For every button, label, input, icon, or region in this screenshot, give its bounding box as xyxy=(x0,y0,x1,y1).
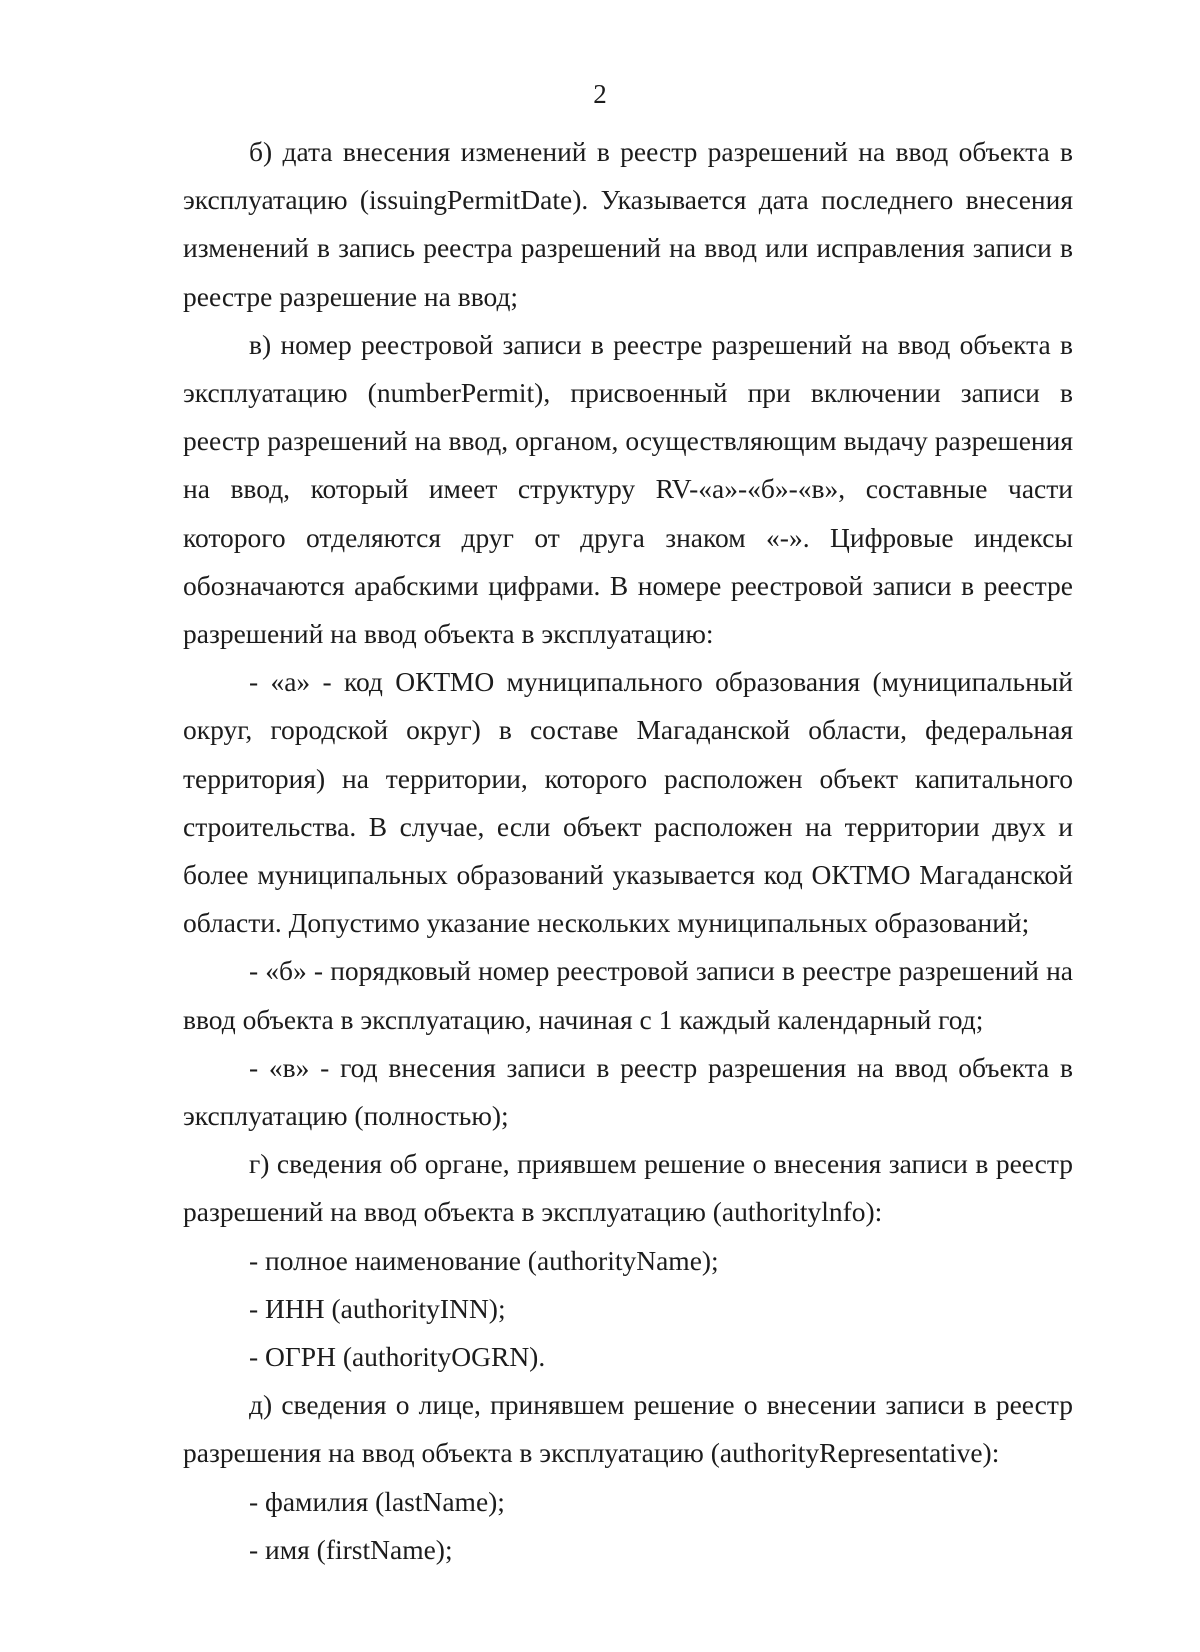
paragraph-d-authority-representative: д) сведения о лице, принявшем решение о внесении записи в реестр разрешения на ввод объекта в эксплуатацию (authorityRepresentative): xyxy=(183,1389,1073,1469)
paragraph-g-authority-info: г) сведения об органе, приявшем решение о внесения записи в реестр разрешений на ввод объекта в эксплуатацию (authoritylnfo): xyxy=(183,1148,1073,1228)
document-body xyxy=(183,128,1073,1574)
list-item-last-name: - фамилия (lastName); xyxy=(249,1485,505,1517)
paragraph-v-number-permit: в) номер реестровой записи в реестре разрешений на ввод объекта в эксплуатацию (numberPermit), присвоенный при включении записи в реестр разрешений на ввод, органом, осуществляющим выдачу разрешения на ввод, который имеет структуру RV-«а»-«б»-«в», составные части которого отделяются друг от друга знаком «-». Цифровые индексы обозначаются арабскими цифрами. В номере реестровой записи в реестре разрешений на ввод объекта в эксплуатацию: xyxy=(183,328,1073,650)
paragraph-b-issuing-date: б) дата внесения изменений в реестр разрешений на ввод объекта в эксплуатацию (issuingPermitDate). Указывается дата последнего внесения изменений в запись реестра разрешений на ввод или исправления записи в реестре разрешение на ввод; xyxy=(183,136,1073,312)
list-item-authority-inn: - ИНН (authorityINN); xyxy=(249,1292,506,1324)
list-item-a-oktmo: - «а» - код ОКТМО муниципального образования (муниципальный округ, городской округ) в составе Магаданской области, федеральная территория) на территории, которого расположен объект капитального строительства. В случае, если объект расположен на территории двух и более муниципальных образований указывается код ОКТМО Магаданской области. Допустимо указание нескольких муниципальных образований; xyxy=(183,666,1073,939)
list-item-b-sequence-number: - «б» - порядковый номер реестровой записи в реестре разрешений на ввод объекта в эксплуатацию, начиная с 1 каждый календарный год; xyxy=(183,955,1073,1035)
list-item-authority-ogrn: - ОГРН (authorityOGRN). xyxy=(249,1341,546,1373)
list-item-first-name: - имя (firstName); xyxy=(249,1533,453,1565)
list-item-authority-name: - полное наименование (authorityName); xyxy=(249,1244,719,1276)
page-number: 2 xyxy=(593,79,607,109)
list-item-v-year: - «в» - год внесения записи в реестр разрешения на ввод объекта в эксплуатацию (полностью); xyxy=(183,1051,1073,1132)
